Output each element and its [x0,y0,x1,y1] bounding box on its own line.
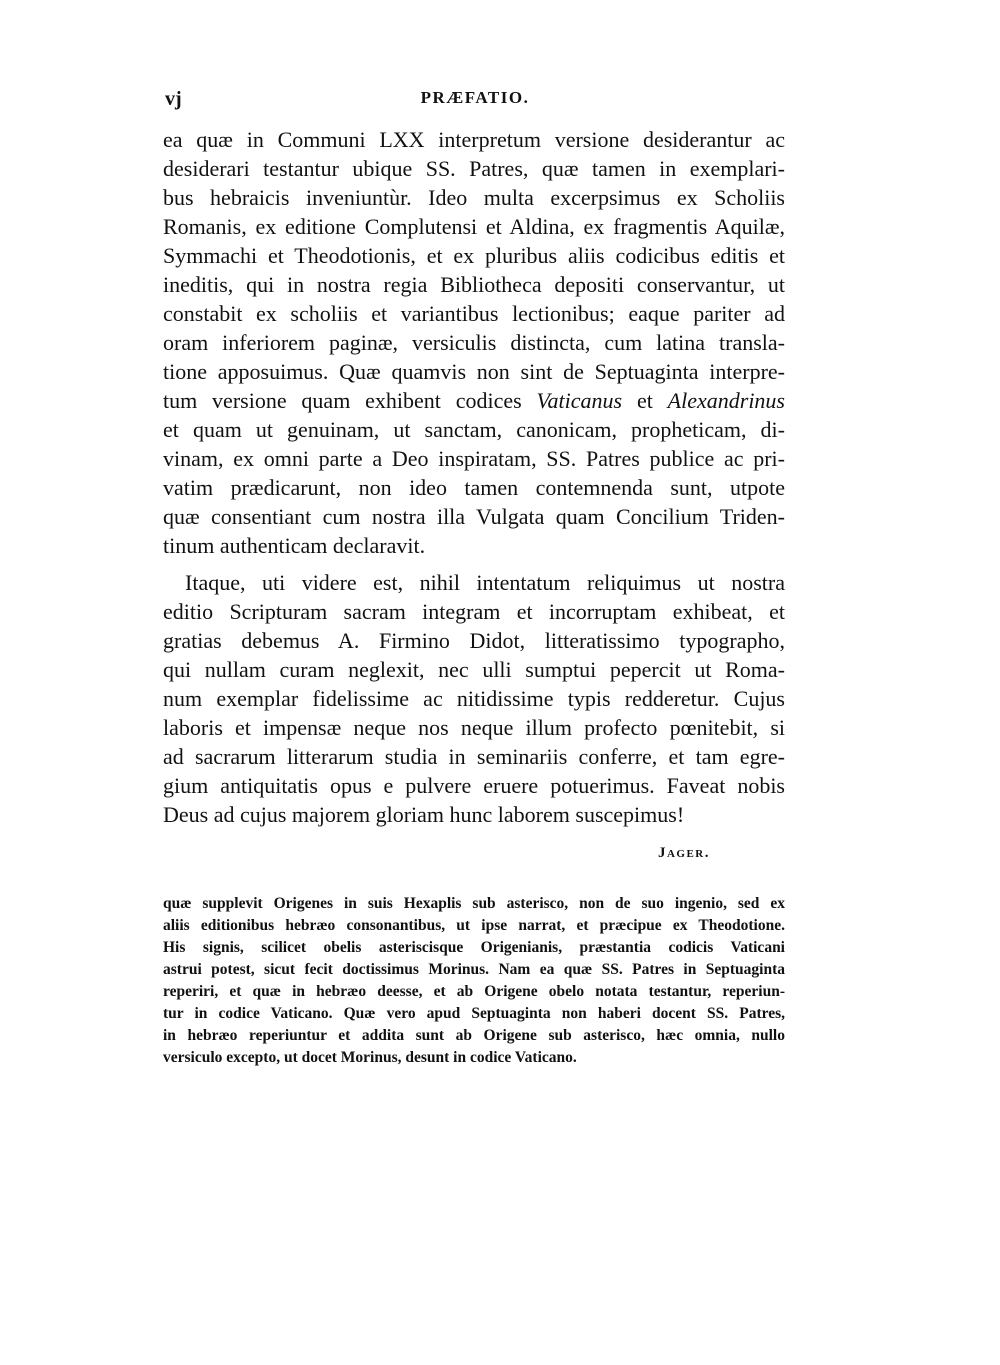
footnote-line: in hebræo reperiuntur et addita sunt ab Origene sub asterisco, hæc omnia, nullo [163,1027,785,1044]
text-line: ea quæ in Communi LXX interpretum versione desiderantur ac [163,127,785,152]
paragraph-1 [163,125,785,560]
text-line: quæ consentiant cum nostra illa Vulgata quam Concilium Triden- [163,504,785,529]
text-line: vinam, ex omni parte a Deo inspiratam, SS. Patres publice ac pri- [163,446,785,471]
paragraph-2 [163,568,785,829]
text-line: tinum authenticam declaravit. [163,533,426,558]
footnote [163,893,785,1069]
paragraph-gap [163,560,785,568]
text-line: ad sacrarum litterarum studia in seminariis conferre, et tam egre- [163,744,785,769]
text-line: laboris et impensæ neque nos neque illum profecto pœnitebit, si [163,715,785,740]
footnote-line: quæ supplevit Origenes in suis Hexaplis sub asterisco, non de suo ingenio, sed ex [163,895,785,912]
text-line: editio Scripturam sacram integram et incorruptam exhibeat, et [163,599,785,624]
text-line: tione apposuimus. Quæ quamvis non sint de Septuaginta interpre- [163,359,785,384]
text-line: Deus ad cujus majorem gloriam hunc laborem suscepimus! [163,802,685,827]
text-line: desiderari testantur ubique SS. Patres, quæ tamen in exemplari- [163,156,785,181]
text-line: Romanis, ex editione Complutensi et Aldina, ex fragmentis Aquilæ, [163,214,785,239]
footnote-line: reperiri, et quæ in hebræo deesse, et ab Origene obelo notata testantur, reperiun- [163,983,785,1000]
text-line: gratias debemus A. Firmino Didot, litteratissimo typographo, [163,628,785,653]
footnote-line: His signis, scilicet obelis asteriscisque Origenianis, præstantia codicis Vaticani [163,939,785,956]
author-signature: Jager. [657,845,710,861]
page-number: vj [165,88,182,110]
text-line: bus hebraicis inveniuntùr. Ideo multa excerpsimus ex Scholiis [163,185,785,210]
page-header [165,88,785,118]
main-text [163,125,785,829]
text-line: qui nullam curam neglexit, nec ulli sumptui pepercit ut Roma- [163,657,785,682]
footnote-line: tur in codice Vaticano. Quæ vero apud Septuaginta non haberi docent SS. Patres, [163,1005,785,1022]
text-line: Symmachi et Theodotionis, et ex pluribus aliis codicibus editis et [163,243,785,268]
footnote-line: astrui potest, sicut fecit doctissimus Morinus. Nam ea quæ SS. Patres in Septuaginta [163,961,785,978]
text-line: tum versione quam exhibent codices Vaticanus et Alexandrinus [163,388,785,413]
text-line: et quam ut genuinam, ut sanctam, canonicam, propheticam, di- [163,417,785,442]
text-line: vatim prædicarunt, non ideo tamen contemnenda sunt, utpote [163,475,785,500]
footnote-line: versiculo excepto, ut docet Morinus, desunt in codice Vaticano. [163,1049,577,1066]
text-line: oram inferiorem paginæ, versiculis distincta, cum latina transla- [163,330,785,355]
running-head: PRÆFATIO. [420,88,530,107]
text-line: ineditis, qui in nostra regia Bibliotheca depositi conservantur, ut [163,272,785,297]
text-line: constabit ex scholiis et variantibus lectionibus; eaque pariter ad [163,301,785,326]
text-line: gium antiquitatis opus e pulvere eruere potuerimus. Faveat nobis [163,773,785,798]
footnote-line: aliis editionibus hebræo consonantibus, ut ipse narrat, et præcipue ex Theodotione. [163,917,785,934]
text-line: Itaque, uti videre est, nihil intentatum reliquimus ut nostra [185,570,785,595]
text-line: num exemplar fidelissime ac nitidissime typis redderetur. Cujus [163,686,785,711]
